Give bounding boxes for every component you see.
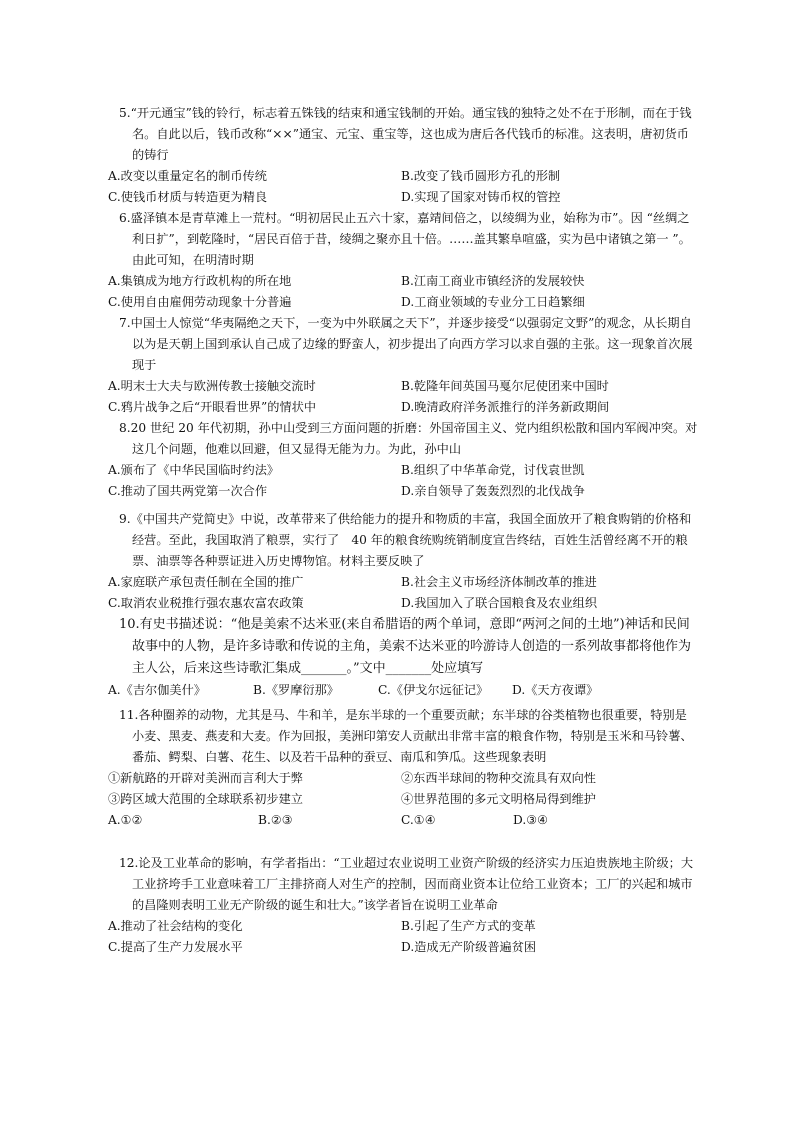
option-a[interactable]: A.推动了社会结构的变化 [108,919,243,933]
option-a[interactable]: A.集镇成为地方行政机构的所在地 [108,274,292,288]
option-d[interactable]: D.工商业领域的专业分工日趋繁细 [401,295,585,309]
option-a[interactable]: A.颁布了《中华民国临时约法》 [108,463,280,477]
option-c[interactable]: C.《伊戈尔远征记》 [378,683,489,697]
question-6-stem: 6.盛泽镇本是青草滩上一荒村。“明初居民止五六十家，嘉靖间倍之，以绫绸为业，始称为市”。因 “丝绸之利日扩”，到乾隆时，“居民百倍于昔，绫绸之聚亦且十倍。……盖其繁阜喧盛，实为邑中诸镇之第一 ”。由此可知，在明清时期 [119,211,691,267]
statement-3: ③跨区域大范围的全球联系初步建立 [108,792,303,806]
option-b[interactable]: B.组织了中华革命党，讨伐袁世凯 [401,463,585,477]
option-a[interactable]: A.①② [108,813,143,827]
question-9-stem: 9.《中国共产党简史》中说，改革带来了供给能力的提升和物质的丰富，我国全面放开了粮食购销的价格和经营。至此，我国取消了粮票，实行了 40 年的粮食统购统销制度宣告终结，百姓生活曾经离不开的粮票、油票等各种票证进入历史博物馆。材料主要反映了 [119,512,692,568]
option-c[interactable]: C.使钱币材质与转造更为精良 [108,190,268,204]
question-7 [108,313,698,418]
question-11 [108,705,698,831]
option-a[interactable]: A.家庭联产承包责任制在全国的推广 [108,575,304,589]
option-d[interactable]: D.晚清政府洋务派推行的洋务新政期间 [401,400,610,414]
option-b[interactable]: B.改变了钱币圆形方孔的形制 [401,169,561,183]
option-d[interactable]: D.亲自领导了轰轰烈烈的北伐战争 [401,484,585,498]
option-a[interactable]: A.《吉尔伽美什》 [108,683,206,697]
question-12 [108,853,698,958]
question-8-stem: 8.20 世纪 20 年代初期，孙中山受到三方面问题的折磨：外国帝国主义、党内组织松散和国内军阀冲突。对这几个问题，他难以回避，但又显得无能为力。为此，孙中山 [119,421,698,456]
statement-1: ①新航路的开辟对美洲而言利大于弊 [108,771,303,785]
option-d[interactable]: D.③④ [513,813,549,827]
option-b[interactable]: B.②③ [258,813,293,827]
option-a[interactable]: A.明末士大夫与欧洲传教士接触交流时 [108,379,316,393]
question-6 [108,208,698,313]
option-c[interactable]: C.鸦片战争之后“开眼看世界”的情状中 [108,400,317,414]
question-12-stem: 12.论及工业革命的影响，有学者指出：“工业超过农业说明工业资产阶级的经济实力压迫贵族地主阶级；大工业挤垮手工业意味着工厂主排挤商人对生产的控制，因而商业资本让位给工业资本；工厂的兴起和城市的昌隆则表明工业无产阶级的诞生和壮大。”该学者旨在说明工业革命 [119,856,694,912]
option-b[interactable]: B.江南工商业市镇经济的发展较快 [401,274,585,288]
question-11-stem: 11.各种圈养的动物，尤其是马、牛和羊，是东半球的一个重要贡献；东半球的谷类植物也很重要，特别是小麦、黑麦、燕麦和大麦。作为回报，美洲印第安人贡献出非常丰富的粮食作物，特别是玉米和马铃薯、番茄、鳄梨、白薯、花生、以及若干品种的蚕豆、南瓜和笋瓜。这些现象表明 [119,708,693,764]
option-b[interactable]: B.引起了生产方式的变革 [401,919,536,933]
question-10-stem: 10.有史书描述说：“他是美索不达米亚(来自希腊语的两个单词，意即“两河之间的土地”)神话和民间故事中的人物，是许多诗歌和传说的主角，美索不达米亚的吟游诗人创造的一系列故事都将他作为主人公，后来这些诗歌汇集成_______。”文中_______处应填写 [119,617,692,676]
question-5 [108,103,698,208]
option-c[interactable]: C.使用自由雇佣劳动现象十分普遍 [108,295,292,309]
option-c[interactable]: C.提高了生产力发展水平 [108,940,243,954]
option-c[interactable]: C.取消农业税推行强农惠农富农政策 [108,596,304,610]
statement-2: ②东西半球间的物种交流具有双向性 [401,771,596,785]
option-d[interactable]: D.《天方夜谭》 [512,683,599,697]
option-b[interactable]: B.乾隆年间英国马戛尔尼使团来中国时 [401,379,609,393]
option-d[interactable]: D.实现了国家对铸币权的管控 [401,190,561,204]
option-c[interactable]: C.推动了国共两党第一次合作 [108,484,268,498]
question-8 [108,418,698,502]
option-d[interactable]: D.造成无产阶级普遍贫困 [401,940,537,954]
option-b[interactable]: B.《罗摩衍那》 [253,683,339,697]
option-d[interactable]: D.我国加入了联合国粮食及农业组织 [401,596,598,610]
question-9 [108,509,698,614]
option-c[interactable]: C.①④ [401,813,436,827]
option-a[interactable]: A.改变以重量定名的制币传统 [108,169,267,183]
option-b[interactable]: B.社会主义市场经济体制改革的推进 [401,575,597,589]
question-7-stem: 7.中国士人惊觉“华夷隔绝之天下，一变为中外联属之天下”，并逐步接受“以强弱定文野”的观念，从长期自以为是天朝上国到承认自己成了边缘的野蛮人，初步提出了向西方学习以求自强的主张。这一现象首次展现于 [119,316,693,372]
statement-4: ④世界范围的多元文明格局得到维护 [401,792,596,806]
question-10 [108,614,698,701]
question-5-stem: 5.“开元通宝”钱的铃行，标志着五铢钱的结束和通宝钱制的开始。通宝钱的独特之处不在于形制，而在于钱名。自此以后，钱币改称“××”通宝、元宝、重宝等，这也成为唐后各代钱币的标准。这表明，唐初货币的铸行 [119,106,692,162]
